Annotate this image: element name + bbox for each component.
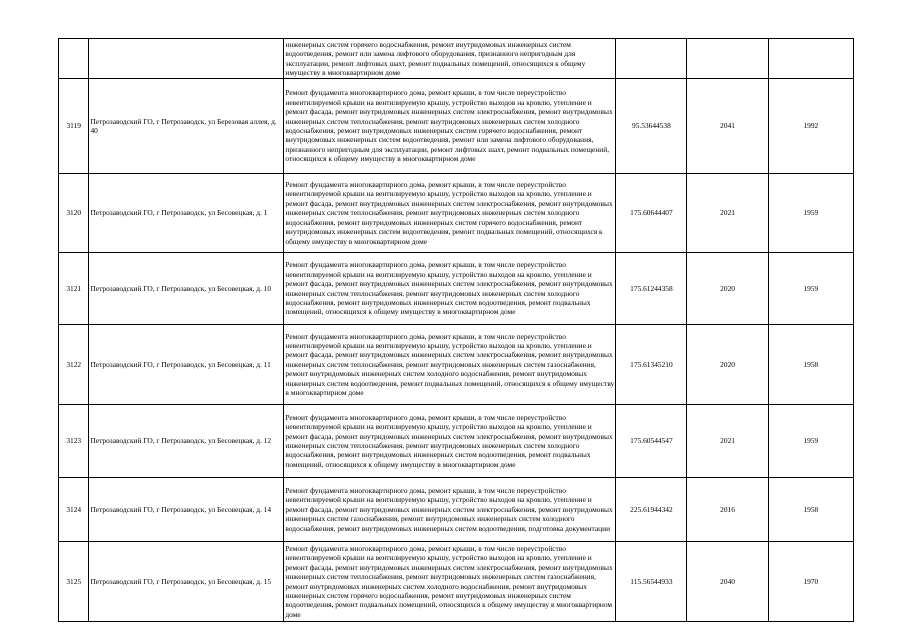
works-cell: инженерных систем горячего водоснабжения, ремонт внутридомовых инженерных систем водоотведения, ремонт или замена лифтового оборудования, признанного непригодным для эксплуатации, ремонт лифтовых шахт, ремонт подвальных помещений, относящихся к общему имуществу в многоквартирном доме <box>284 39 616 79</box>
value-cell: 175.61345210 <box>616 325 687 405</box>
works-cell: Ремонт фундамента многоквартирного дома, ремонт крыши, в том числе переустройство невентилируемой крыши на вентилируемую крышу, устройство выходов на кровлю, утепление и ремонт фасада, ремонт внутридомовых инженерных систем электроснабжения, ремонт внутридомовых инженерных систем теплоснабжения, ремонт внутридомовых инженерных систем газоснабжения, ремонт внутридомовых инженерных систем холодного водоснабжения, ремонт внутридомовых инженерных систем горячего водоснабжения, ремонт внутридомовых инженерных систем водоотведения, ремонт подвальных помещений, относящихся к общему имуществу в многоквартирном доме <box>284 542 616 622</box>
table-row <box>59 79 854 174</box>
build-year-cell <box>768 39 853 79</box>
planned-year-cell <box>687 39 768 79</box>
value-cell: 175.61244358 <box>616 253 687 325</box>
build-year-cell: 1992 <box>768 79 853 174</box>
address-cell: Петрозаводский ГО, г Петрозаводск, ул Бесовецкая, д. 15 <box>89 542 284 622</box>
value-cell: 95.53644538 <box>616 79 687 174</box>
table-row <box>59 39 854 79</box>
value-cell: 115.56544933 <box>616 542 687 622</box>
build-year-cell: 1958 <box>768 478 853 542</box>
build-year-cell: 1970 <box>768 542 853 622</box>
table-row <box>59 174 854 253</box>
table-row <box>59 542 854 622</box>
address-cell: Петрозаводский ГО, г Петрозаводск, ул Бесовецкая, д. 14 <box>89 478 284 542</box>
table-row <box>59 253 854 325</box>
row-number <box>59 39 89 79</box>
address-cell: Петрозаводский ГО, г Петрозаводск, ул Березовая аллея, д. 40 <box>89 79 284 174</box>
build-year-cell: 1959 <box>768 405 853 478</box>
build-year-cell: 1959 <box>768 253 853 325</box>
address-cell <box>89 39 284 79</box>
value-cell: 225.61944342 <box>616 478 687 542</box>
housing-repair-register-table <box>58 38 854 622</box>
works-cell: Ремонт фундамента многоквартирного дома, ремонт крыши, в том числе переустройство невентилируемой крыши на вентилируемую крышу, устройство выходов на кровлю, утепление и ремонт фасада, ремонт внутридомовых инженерных систем электроснабжения, ремонт внутридомовых инженерных систем теплоснабжения, ремонт внутридомовых инженерных систем газоснабжения, ремонт внутридомовых инженерных систем холодного водоснабжения, ремонт внутридомовых инженерных систем водоотведения, ремонт подвальных помещений, относящихся к общему имуществу в многоквартирном доме <box>284 325 616 405</box>
planned-year-cell: 2016 <box>687 478 768 542</box>
works-cell: Ремонт фундамента многоквартирного дома, ремонт крыши, в том числе переустройство невентилируемой крыши на вентилируемую крышу, устройство выходов на кровлю, утепление и ремонт фасада, ремонт внутридомовых инженерных систем электроснабжения, ремонт внутридомовых инженерных систем теплоснабжения, ремонт внутридомовых инженерных систем холодного водоснабжения, ремонт внутридомовых инженерных систем горячего водоснабжения, ремонт внутридомовых инженерных систем водоотведения, ремонт или замена лифтового оборудования, признанного непригодным для эксплуатации, ремонт лифтовых шахт, ремонт подвальных помещений, относящихся к общему имуществу в многоквартирном доме <box>284 79 616 174</box>
planned-year-cell: 2021 <box>687 174 768 253</box>
table-row <box>59 478 854 542</box>
address-cell: Петрозаводский ГО, г Петрозаводск, ул Бесовецкая, д. 11 <box>89 325 284 405</box>
planned-year-cell: 2020 <box>687 253 768 325</box>
build-year-cell: 1959 <box>768 174 853 253</box>
row-number: 3123 <box>59 405 89 478</box>
table-row <box>59 405 854 478</box>
address-cell: Петрозаводский ГО, г Петрозаводск, ул Бесовецкая, д. 1 <box>89 174 284 253</box>
build-year-cell: 1958 <box>768 325 853 405</box>
row-number: 3122 <box>59 325 89 405</box>
table-row <box>59 325 854 405</box>
works-cell: Ремонт фундамента многоквартирного дома, ремонт крыши, в том числе переустройство невентилируемой крыши на вентилируемую крышу, устройство выходов на кровлю, утепление и ремонт фасада, ремонт внутридомовых инженерных систем электроснабжения, ремонт внутридомовых инженерных систем газоснабжения, ремонт внутридомовых инженерных систем холодного водоснабжения, ремонт внутридомовых инженерных систем водоотведения, подготовка документации <box>284 478 616 542</box>
works-cell: Ремонт фундамента многоквартирного дома, ремонт крыши, в том числе переустройство невентилируемой крыши на вентилируемую крышу, устройство выходов на кровлю, утепление и ремонт фасада, ремонт внутридомовых инженерных систем электроснабжения, ремонт внутридомовых инженерных систем теплоснабжения, ремонт внутридомовых инженерных систем холодного водоснабжения, ремонт внутридомовых инженерных систем горячего водоснабжения, ремонт внутридомовых инженерных систем водоотведения, ремонт подвальных помещений, относящихся к общему имуществу в многоквартирном доме <box>284 174 616 253</box>
address-cell: Петрозаводский ГО, г Петрозаводск, ул Бесовецкая, д. 10 <box>89 253 284 325</box>
value-cell: 175.60644407 <box>616 174 687 253</box>
row-number: 3124 <box>59 478 89 542</box>
planned-year-cell: 2040 <box>687 542 768 622</box>
row-number: 3121 <box>59 253 89 325</box>
address-cell: Петрозаводский ГО, г Петрозаводск, ул Бесовецкая, д. 12 <box>89 405 284 478</box>
value-cell <box>616 39 687 79</box>
works-cell: Ремонт фундамента многоквартирного дома, ремонт крыши, в том числе переустройство невентилируемой крыши на вентилируемую крышу, устройство выходов на кровлю, утепление и ремонт фасада, ремонт внутридомовых инженерных систем электроснабжения, ремонт внутридомовых инженерных систем теплоснабжения, ремонт внутридомовых инженерных систем холодного водоснабжения, ремонт внутридомовых инженерных систем водоотведения, ремонт подвальных помещений, относящихся к общему имуществу в многоквартирном доме <box>284 405 616 478</box>
row-number: 3119 <box>59 79 89 174</box>
planned-year-cell: 2020 <box>687 325 768 405</box>
works-cell: Ремонт фундамента многоквартирного дома, ремонт крыши, в том числе переустройство невентилируемой крыши на вентилируемую крышу, устройство выходов на кровлю, утепление и ремонт фасада, ремонт внутридомовых инженерных систем электроснабжения, ремонт внутридомовых инженерных систем теплоснабжения, ремонт внутридомовых инженерных систем холодного водоснабжения, ремонт внутридомовых инженерных систем водоотведения, ремонт подвальных помещений, относящихся к общему имуществу в многоквартирном доме <box>284 253 616 325</box>
value-cell: 175.60544547 <box>616 405 687 478</box>
row-number: 3125 <box>59 542 89 622</box>
row-number: 3120 <box>59 174 89 253</box>
planned-year-cell: 2021 <box>687 405 768 478</box>
planned-year-cell: 2041 <box>687 79 768 174</box>
